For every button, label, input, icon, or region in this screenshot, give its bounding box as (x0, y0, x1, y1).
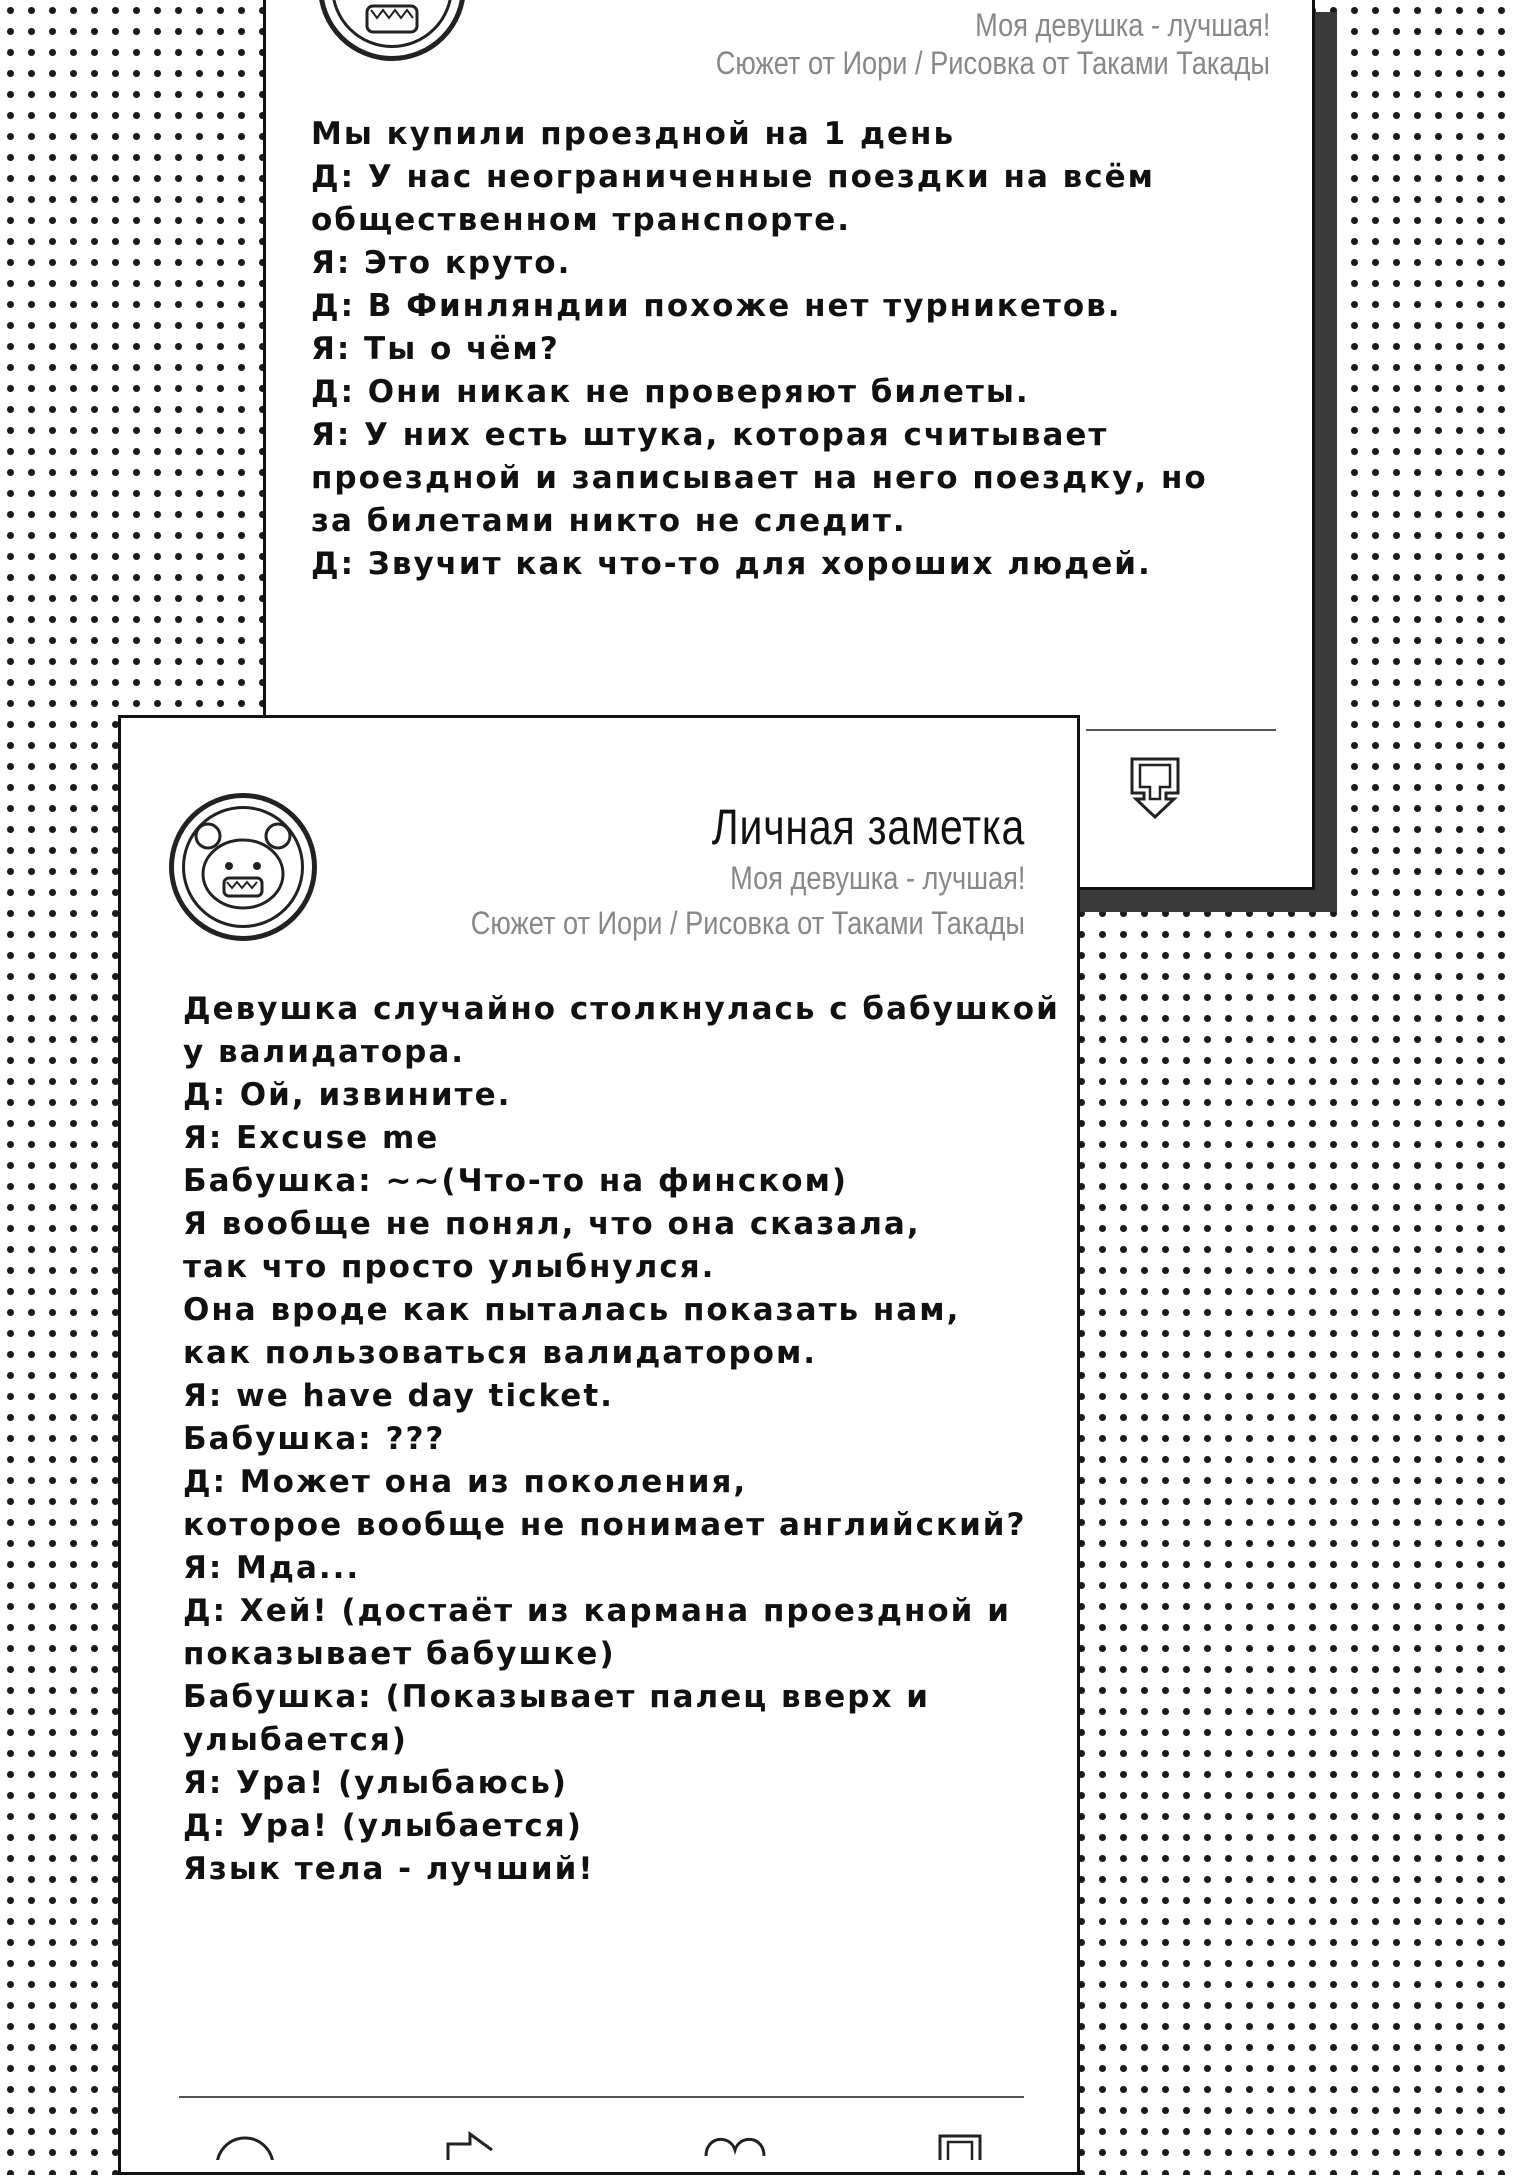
front-card-text (183, 988, 1060, 1891)
text-line: Бабушка: ~~(Что-то на финском) (183, 1163, 849, 1199)
text-line: показывает бабушке) (183, 1636, 616, 1672)
search-icon[interactable] (210, 2130, 280, 2160)
text-line: Я: Excuse me (183, 1120, 440, 1156)
card-title: Личная заметка (711, 799, 1025, 855)
text-line: за билетами никто не следит. (311, 503, 907, 539)
download-icon[interactable] (1128, 755, 1182, 819)
bottom-toolbar (200, 2130, 1100, 2160)
text-line: Язык тела - лучший! (183, 1851, 595, 1887)
divider (1086, 729, 1276, 731)
heart-icon[interactable] (700, 2130, 770, 2160)
text-line: Я: У них есть штука, которая считывает (311, 417, 1109, 453)
text-line: Д: В Финляндии похоже нет турникетов. (311, 288, 1122, 324)
text-line: Я вообще не понял, что она сказала, (183, 1206, 921, 1242)
note-card-front (118, 715, 1080, 2175)
text-line: Я: Ты о чём? (311, 331, 560, 367)
back-card-subtitle: Моя девушка - лучшая! (974, 7, 1270, 43)
text-line: Она вроде как пыталась показать нам, (183, 1292, 961, 1328)
text-line: Д: Может она из поколения, (183, 1464, 748, 1500)
text-line: Я: we have day ticket. (183, 1378, 614, 1414)
bear-avatar-icon (169, 793, 317, 941)
text-line: Д: Ура! (улыбается) (183, 1808, 583, 1844)
text-line: Д: Они никак не проверяют билеты. (311, 374, 1030, 410)
text-line: Я: Это круто. (311, 245, 572, 281)
text-line: общественном транспорте. (311, 202, 852, 238)
front-card-subtitle: Моя девушка - лучшая! (729, 860, 1025, 896)
text-line: у валидатора. (183, 1034, 466, 1070)
back-card-credits: Сюжет от Иори / Рисовка от Таками Такады (715, 45, 1270, 81)
text-line: Я: Ура! (улыбаюсь) (183, 1765, 568, 1801)
text-line: как пользоваться валидатором. (183, 1335, 818, 1371)
text-line: Бабушка: ??? (183, 1421, 446, 1457)
back-card-text (311, 113, 1208, 586)
text-line: улыбается) (183, 1722, 408, 1758)
text-line: Бабушка: (Показывает палец вверх и (183, 1679, 931, 1715)
text-line: Д: У нас неограниченные поездки на всём (311, 159, 1156, 195)
text-line: Я: Мда... (183, 1550, 361, 1586)
text-line: так что просто улыбнулся. (183, 1249, 716, 1285)
text-line: проездной и записывает на него поездку, но (311, 460, 1208, 496)
text-line: которое вообще не понимает английский? (183, 1507, 1027, 1543)
text-line: Д: Ой, извините. (183, 1077, 512, 1113)
text-line: Д: Хей! (достаёт из кармана проездной и (183, 1593, 1011, 1629)
share-icon[interactable] (440, 2130, 500, 2160)
text-line: Мы купили проездной на 1 день (311, 116, 956, 152)
bear-avatar-icon (318, 0, 466, 61)
bookmark-icon[interactable] (930, 2130, 990, 2160)
divider (179, 2096, 1024, 2098)
text-line: Девушка случайно столкнулась с бабушкой (183, 991, 1060, 1027)
front-card-credits: Сюжет от Иори / Рисовка от Таками Такады (470, 905, 1025, 941)
text-line: Д: Звучит как что-то для хороших людей. (311, 546, 1152, 582)
